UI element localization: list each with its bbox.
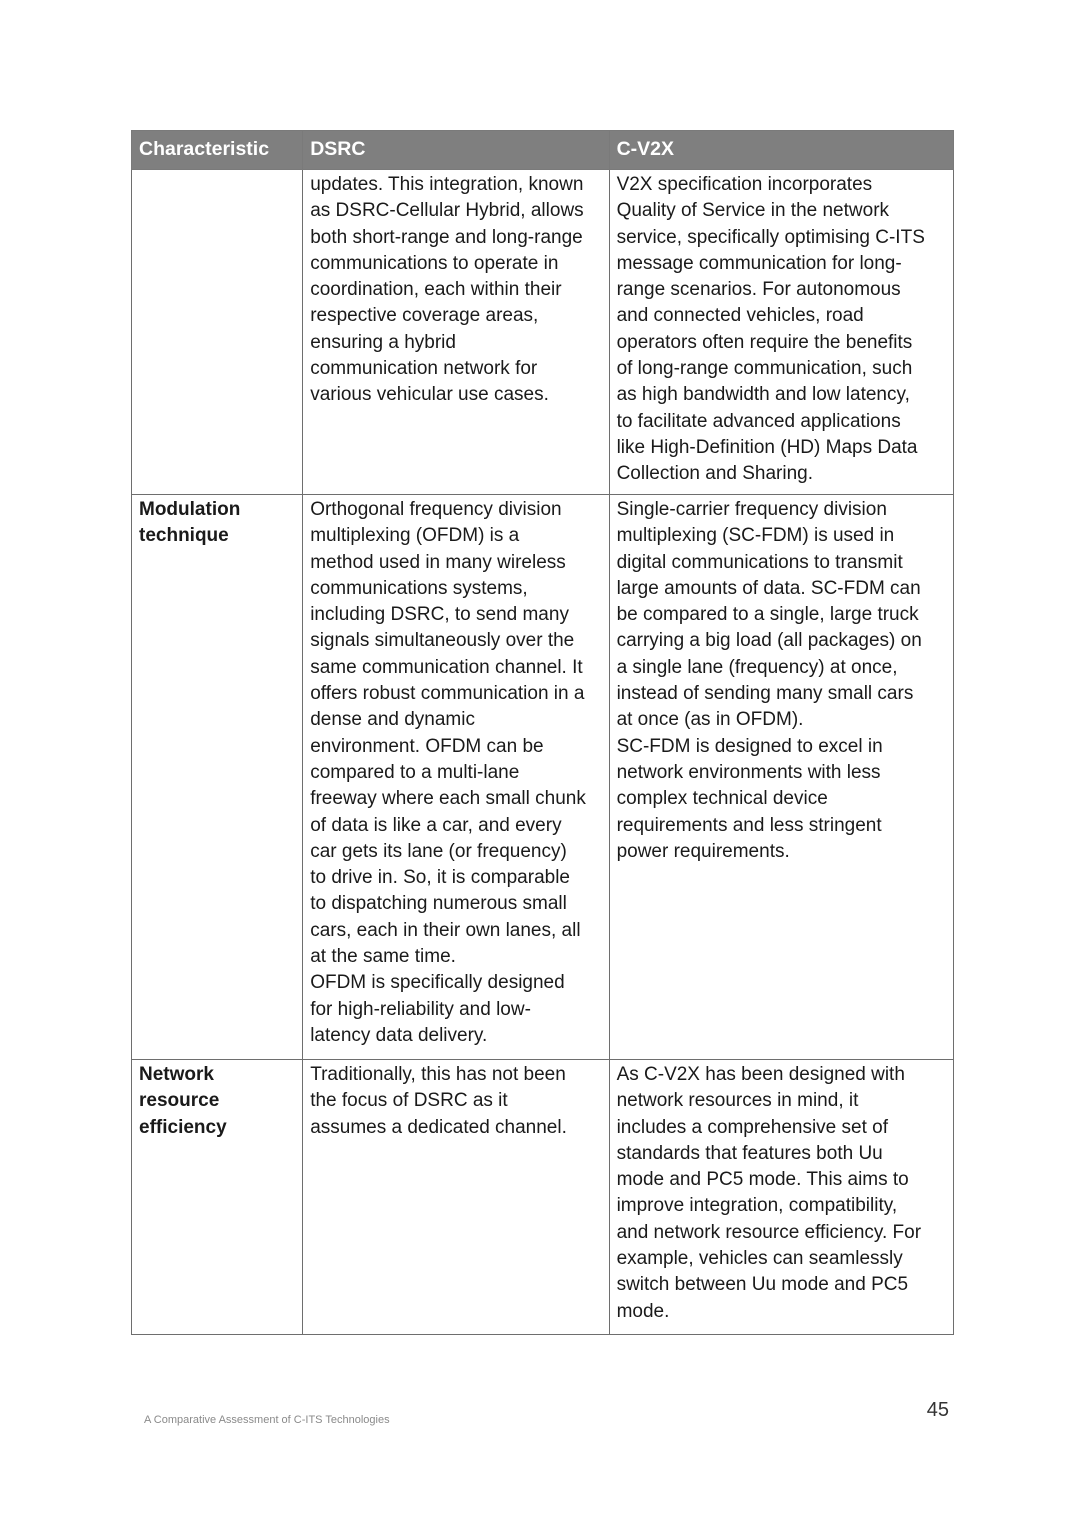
text-line: communications systems, bbox=[310, 577, 528, 599]
dsrc-cell bbox=[303, 1060, 609, 1335]
dsrc-cell bbox=[303, 495, 609, 1060]
text-line: carrying a big load (all packages) on bbox=[616, 630, 922, 652]
page-number: 45 bbox=[926, 1399, 949, 1421]
text-line: to dispatching numerous small bbox=[310, 893, 567, 915]
cv2x-cell bbox=[609, 1060, 953, 1335]
text-line: to facilitate advanced applications bbox=[616, 410, 901, 432]
text-line: Modulation bbox=[139, 499, 241, 520]
text-line: ensuring a hybrid bbox=[310, 331, 456, 353]
text-line: coordination, each within their bbox=[310, 279, 562, 301]
text-line: operators often require the benefits bbox=[616, 331, 913, 353]
text-line: Single-carrier frequency division bbox=[616, 499, 887, 520]
cv2x-cell bbox=[609, 495, 953, 1060]
table-row bbox=[132, 170, 954, 495]
text-line: SC-FDM is designed to excel in bbox=[616, 735, 883, 757]
text-line: mode and PC5 mode. This aims to bbox=[616, 1169, 909, 1191]
text-line: be compared to a single, large truck bbox=[616, 604, 919, 626]
text-line: like High-Definition (HD) Maps Data bbox=[616, 436, 918, 458]
footer-document-title: A Comparative Assessment of C-ITS Technologies bbox=[144, 1414, 390, 1426]
header-cv2x: C-V2X bbox=[609, 131, 953, 170]
text-line: same communication channel. It bbox=[310, 656, 583, 678]
text-line: both short-range and long-range bbox=[310, 226, 583, 248]
text-line: V2X specification incorporates bbox=[616, 174, 873, 195]
text-line: including DSRC, to send many bbox=[310, 604, 569, 626]
text-line: network resources in mind, it bbox=[616, 1090, 859, 1112]
text-line: complex technical device bbox=[616, 788, 828, 810]
header-characteristic: Characteristic bbox=[132, 131, 303, 170]
text-line: Traditionally, this has not been bbox=[310, 1064, 566, 1085]
table-header-row bbox=[132, 131, 954, 170]
text-line: standards that features both Uu bbox=[616, 1142, 883, 1164]
table-row bbox=[132, 495, 954, 1060]
text-line: signals simultaneously over the bbox=[310, 630, 575, 652]
text-line: of long-range communication, such bbox=[616, 358, 913, 380]
text-line: respective coverage areas, bbox=[310, 305, 539, 327]
text-line: multiplexing (SC-FDM) is used in bbox=[616, 525, 895, 547]
text-line: Collection and Sharing. bbox=[616, 463, 814, 485]
text-line: updates. This integration, known bbox=[310, 174, 584, 195]
characteristic-cell bbox=[132, 170, 303, 495]
text-line: latency data delivery. bbox=[310, 1024, 488, 1046]
text-line: large amounts of data. SC-FDM can bbox=[616, 577, 921, 599]
text-line: environment. OFDM can be bbox=[310, 735, 544, 757]
text-line: efficiency bbox=[139, 1116, 227, 1138]
text-line: for high-reliability and low- bbox=[310, 998, 531, 1020]
dsrc-cell bbox=[303, 170, 609, 495]
table-row bbox=[132, 1060, 954, 1335]
text-line: Orthogonal frequency division bbox=[310, 499, 562, 520]
text-line: of data is like a car, and every bbox=[310, 814, 562, 836]
text-line: compared to a multi-lane bbox=[310, 761, 520, 783]
text-line: to drive in. So, it is comparable bbox=[310, 867, 570, 889]
text-line: communication network for bbox=[310, 358, 538, 380]
text-line: power requirements. bbox=[616, 840, 790, 862]
text-line: a single lane (frequency) at once, bbox=[616, 656, 898, 678]
text-line: car gets its lane (or frequency) bbox=[310, 840, 567, 862]
text-line: Quality of Service in the network bbox=[616, 200, 890, 222]
text-line: as DSRC-Cellular Hybrid, allows bbox=[310, 200, 584, 222]
text-line: freeway where each small chunk bbox=[310, 788, 586, 810]
text-line: OFDM is specifically designed bbox=[310, 972, 565, 994]
text-line: digital communications to transmit bbox=[616, 551, 903, 573]
text-line: technique bbox=[139, 525, 229, 547]
text-line: message communication for long- bbox=[616, 252, 902, 274]
header-dsrc: DSRC bbox=[303, 131, 609, 170]
text-line: switch between Uu mode and PC5 bbox=[616, 1274, 909, 1296]
text-line: at the same time. bbox=[310, 946, 456, 968]
text-line: includes a comprehensive set of bbox=[616, 1116, 888, 1138]
text-line: offers robust communication in a bbox=[310, 683, 585, 705]
text-line: As C-V2X has been designed with bbox=[616, 1064, 905, 1085]
text-line: and network resource efficiency. For bbox=[616, 1221, 922, 1243]
text-line: mode. bbox=[616, 1300, 670, 1322]
text-line: resource bbox=[139, 1090, 220, 1112]
text-line: network environments with less bbox=[616, 761, 881, 783]
text-line: service, specifically optimising C-ITS bbox=[616, 226, 925, 248]
characteristic-cell bbox=[132, 1060, 303, 1335]
text-line: and connected vehicles, road bbox=[616, 305, 864, 327]
text-line: multiplexing (OFDM) is a bbox=[310, 525, 520, 547]
text-line: example, vehicles can seamlessly bbox=[616, 1248, 903, 1270]
text-line: range scenarios. For autonomous bbox=[616, 279, 901, 301]
text-line: requirements and less stringent bbox=[616, 814, 882, 836]
text-line: Network bbox=[139, 1064, 214, 1085]
text-line: cars, each in their own lanes, all bbox=[310, 919, 581, 941]
text-line: instead of sending many small cars bbox=[616, 683, 914, 705]
text-line: assumes a dedicated channel. bbox=[310, 1116, 567, 1138]
text-line: the focus of DSRC as it bbox=[310, 1090, 508, 1112]
text-line: at once (as in OFDM). bbox=[616, 709, 804, 731]
comparison-table bbox=[131, 130, 954, 1335]
characteristic-cell bbox=[132, 495, 303, 1060]
text-line: method used in many wireless bbox=[310, 551, 566, 573]
text-line: as high bandwidth and low latency, bbox=[616, 384, 910, 406]
text-line: improve integration, compatibility, bbox=[616, 1195, 898, 1217]
cv2x-cell bbox=[609, 170, 953, 495]
text-line: various vehicular use cases. bbox=[310, 384, 549, 406]
text-line: dense and dynamic bbox=[310, 709, 475, 731]
text-line: communications to operate in bbox=[310, 252, 559, 274]
